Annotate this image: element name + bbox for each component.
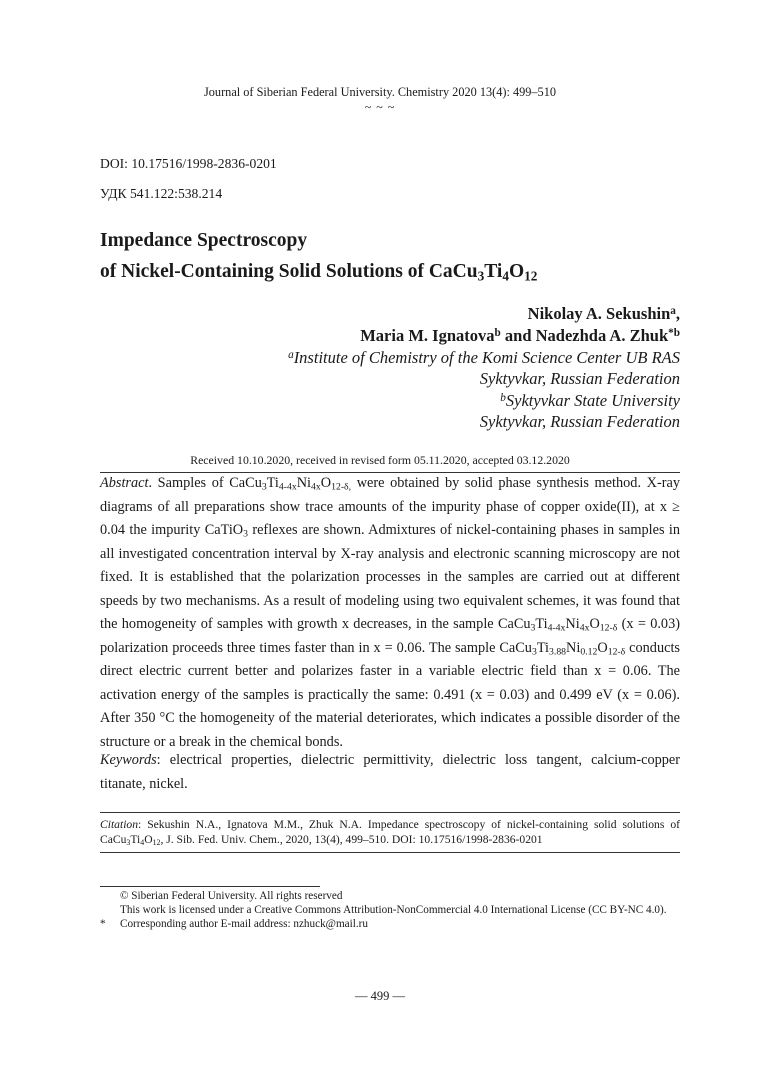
divider [100,812,680,813]
text-run: and Nadezhda A. Zhuk [500,326,669,345]
title-line-2 [100,256,537,287]
subscript: 4x [579,622,590,634]
superscript: a [670,304,676,317]
text-run: Syktyvkar, Russian Federation [479,369,680,389]
text-run: Ti [536,639,550,656]
authors-line-2 [360,325,680,347]
text-run: Ti [535,616,548,632]
header-ornament: ~ ~ ~ [364,100,396,114]
text-run: Ti [266,475,279,491]
authors-line-1 [360,303,680,325]
italic-label: Keywords [100,752,157,768]
text-run: Impedance Spectroscopy [100,230,308,251]
footnote-divider [100,886,320,887]
text-run: , [675,304,680,323]
affiliations [288,347,680,432]
text-run: O [320,475,332,491]
page-number: — 499 — [355,989,405,1003]
asterisk-mark: * [100,918,106,930]
text-run: Ni [296,475,312,491]
italic-label: Abstract [100,475,149,491]
subscript: 4x [311,481,321,493]
subscript: 3 [243,528,248,540]
subscript: 3.88 [549,645,567,657]
subscript: 3 [477,268,485,284]
doi: DOI: 10.17516/1998-2836-0201 [100,156,277,171]
subscript: 4 [140,837,145,847]
subscript: 0.12 [580,645,598,657]
footnotes [100,889,667,931]
text-run: . Samples of CaCu [148,475,262,491]
text-run: of Nickel-Containing Solid Solutions of CaCu [100,261,478,282]
citation [100,818,680,847]
text-run: reflexes are shown. Admixtures of nickel-containing phases in samples in all investigated concentration interval by X-ray analysis and electronic scanning microscopy are not fixed. It is established that the polarization processes in the samples are carried out at different speeds by two mechanisms. As a result of modeling using two equivalent schemes, it was found that the homogeneity of samples with growth x decreases, in the sample CaCu [100,522,680,632]
text-run: Nikolay A. Sekushin [527,304,671,323]
superscript: b [500,391,506,404]
subscript: 12-δ [599,622,618,634]
journal-header: Journal of Siberian Federal University. Chemistry 2020 13(4): 499–510 [204,85,556,99]
text-run: Ni [565,616,580,632]
text-run: O [144,832,153,846]
text-run: conducts direct electric current better and polarizes faster in a variable electric field than x = 0.06. The activation energy of the samples is practically the same: 0.491 (x = 0.03) and 0.499 eV (x = 0.06). After 350 °C the homogeneity of the material deteriorates, which indicates a possible disorder of the structure or a break in the chemical bonds. [100,639,680,750]
text-run: Ni [566,639,581,656]
text-run: O [508,261,525,282]
subscript: 12 [152,837,161,847]
license-notice: This work is licensed under a Creative Commons Attribution-NonCommercial 4.0 International License (CC BY-NC 4.0). [120,904,667,916]
article-title [100,225,537,287]
text-run: , J. Sib. Fed. Univ. Chem., 2020, 13(4), 499–510. DOI: 10.17516/1998-2836-0201 [160,832,543,846]
text-run: Ti [130,832,141,846]
text-run: Syktyvkar, Russian Federation [479,411,680,431]
text-run: (x = 0.03) polarization proceeds three times faster than in x = 0.06. The sample CaCu [100,616,680,656]
received-dates: Received 10.10.2020, received in revised form 05.11.2020, accepted 03.12.2020 [190,453,570,467]
affiliation-line [288,390,680,411]
abstract [100,472,680,754]
subscript: 3 [530,622,536,634]
text-run: : electrical properties, dielectric permittivity, dielectric loss tangent, calcium-copper titanate, nickel. [100,752,680,792]
subscript: 4-4x [547,622,566,634]
corresponding-author: Corresponding author E-mail address: nzhuck@mail.ru [120,918,368,930]
text-run: Maria M. Ignatova [360,326,495,345]
affiliation-line [288,368,680,389]
copyright-notice: © Siberian Federal University. All rights reserved [120,890,343,902]
subscript: 3 [126,837,131,847]
text-run: Institute of Chemistry of the Komi Science Center UB RAS [293,348,680,367]
authors [360,303,680,347]
affiliation-line [288,411,680,432]
divider [100,852,680,853]
text-run: : Sekushin N.A., Ignatova M.M., Zhuk N.A. Impedance spectroscopy of nickel-containing solid solutions of CaCu [100,818,680,846]
subscript: 3 [531,645,537,657]
superscript: a [288,348,294,361]
text-run: O [589,616,600,632]
subscript: 4 [502,268,509,284]
subscript: 12 [524,268,538,284]
text-run: Ti [484,261,503,282]
subscript: 3 [261,481,267,493]
text-run: Syktyvkar State University [505,390,680,410]
title-line-1 [100,225,537,256]
udk: УДК 541.122:538.214 [100,186,223,201]
subscript: 12-δ, [331,481,352,493]
affiliation-line [288,347,680,368]
superscript: *b [668,326,680,339]
subscript: 12-δ [607,645,626,657]
superscript: b [494,326,501,339]
italic-label: Citation [100,818,139,831]
keywords [100,749,680,796]
text-run: O [597,639,608,656]
subscript: 4-4x [278,481,297,493]
text-run: were obtained by solid phase synthesis method. X-ray diagrams of all preparations show trace amounts of the impurity phase of copper oxide(II), at x ≥ 0.04 the impurity CaTiO [100,475,680,538]
